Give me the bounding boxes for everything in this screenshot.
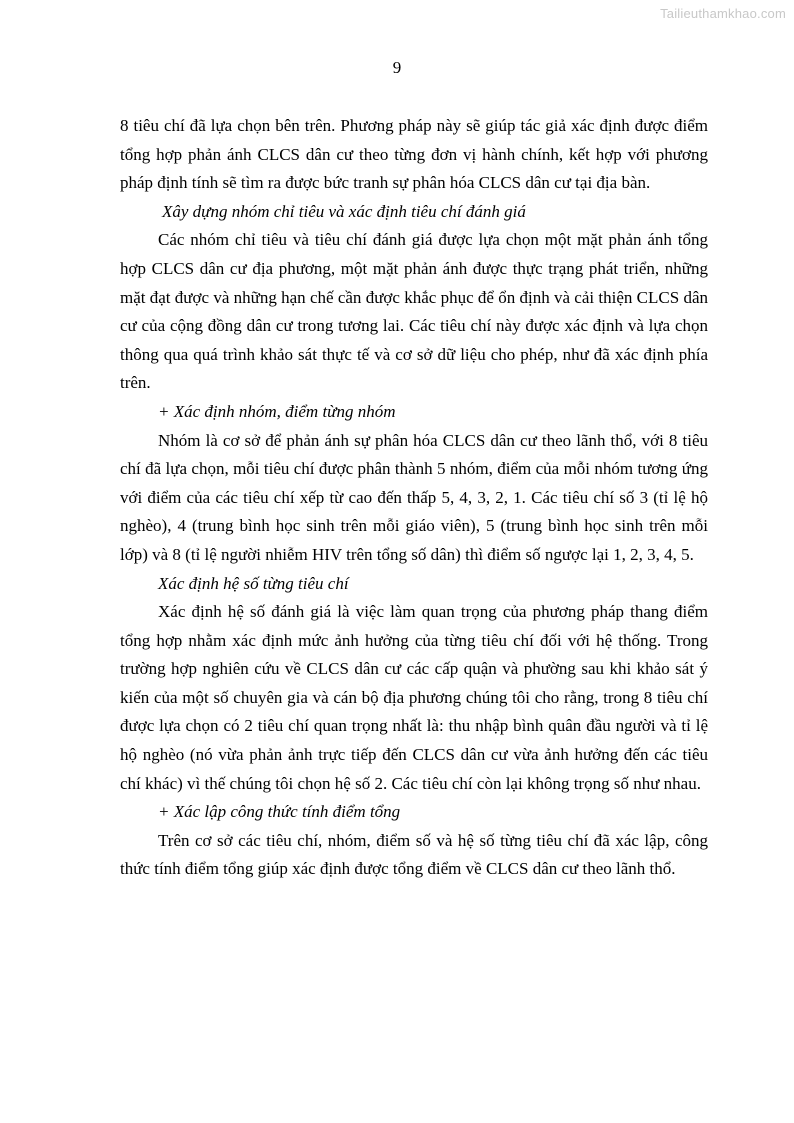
paragraph-continuation: 8 tiêu chí đã lựa chọn bên trên. Phương pháp này sẽ giúp tác giả xác định được điểm tổng hợp phản ánh CLCS dân cư theo từng đơn vị hành chính, kết hợp với phương pháp định tính sẽ tìm ra được bức tranh sự phân hóa CLCS dân cư tại địa bàn. <box>120 116 708 193</box>
paragraph-coefficients: Xác định hệ số đánh giá là việc làm quan trọng của phương pháp thang điểm tổng hợp nhằm xác định mức ảnh hưởng của từng tiêu chí đối với hệ thống. Trong trường hợp nghiên cứu về CLCS dân cư các cấp quận và phường sau khi khảo sát ý kiến của một số chuyên gia và cán bộ địa phương chúng tôi cho rằng, trong 8 tiêu chí được lựa chọn có 2 tiêu chí quan trọng nhất là: thu nhập bình quân đầu người và tỉ lệ hộ nghèo (nó vừa phản ảnh trực tiếp đến CLCS dân cư vừa ảnh hưởng đến các tiêu chí khác) vì thế chúng tôi chọn hệ số 2. Các tiêu chí còn lại không trọng số như nhau. <box>120 602 708 793</box>
paragraph-indicator-groups: Các nhóm chỉ tiêu và tiêu chí đánh giá được lựa chọn một mặt phản ánh tổng hợp CLCS dân cư địa phương, một mặt phản ánh được thực trạng phát triển, những mặt đạt được và những hạn chế cần được khắc phục để ổn định và cải thiện CLCS dân cư của cộng đồng dân cư trong tương lai. Các tiêu chí này được xác định và lựa chọn thông qua quá trình khảo sát thực tế và cơ sở dữ liệu cho phép, như đã xác định phía trên. <box>120 230 708 393</box>
paragraph-group-scores: Nhóm là cơ sở để phản ánh sự phân hóa CLCS dân cư theo lãnh thổ, với 8 tiêu chí đã lựa chọn, mỗi tiêu chí được phân thành 5 nhóm, điểm của mỗi nhóm tương ứng với điểm của các tiêu chí xếp từ cao đến thấp 5, 4, 3, 2, 1. Các tiêu chí số 3 (tỉ lệ hộ nghèo), 4 (trung bình học sinh trên mỗi giáo viên), 5 (trung bình học sinh trên mỗi lớp) và 8 (tỉ lệ người nhiễm HIV trên tổng số dân) thì điểm số ngược lại 1, 2, 3, 4, 5. <box>120 430 708 564</box>
subheading-coefficients: Xác định hệ số từng tiêu chí <box>158 573 349 593</box>
page-number: 9 <box>392 58 402 77</box>
subheading-indicator-groups: Xây dựng nhóm chỉ tiêu và xác định tiêu chí đánh giá <box>162 201 526 221</box>
paragraph-total-score-formula: Trên cơ sở các tiêu chí, nhóm, điểm số và hệ số từng tiêu chí đã xác lập, công thức tính điểm tổng giúp xác định được tổng điểm về CLCS dân cư theo lãnh thổ. <box>120 830 708 879</box>
subheading-total-score-formula: + Xác lập công thức tính điểm tổng <box>158 802 401 822</box>
subheading-group-scores: + Xác định nhóm, điểm từng nhóm <box>158 401 396 421</box>
document-body <box>120 112 708 884</box>
watermark-text: Tailieuthamkhao.com <box>660 6 786 21</box>
